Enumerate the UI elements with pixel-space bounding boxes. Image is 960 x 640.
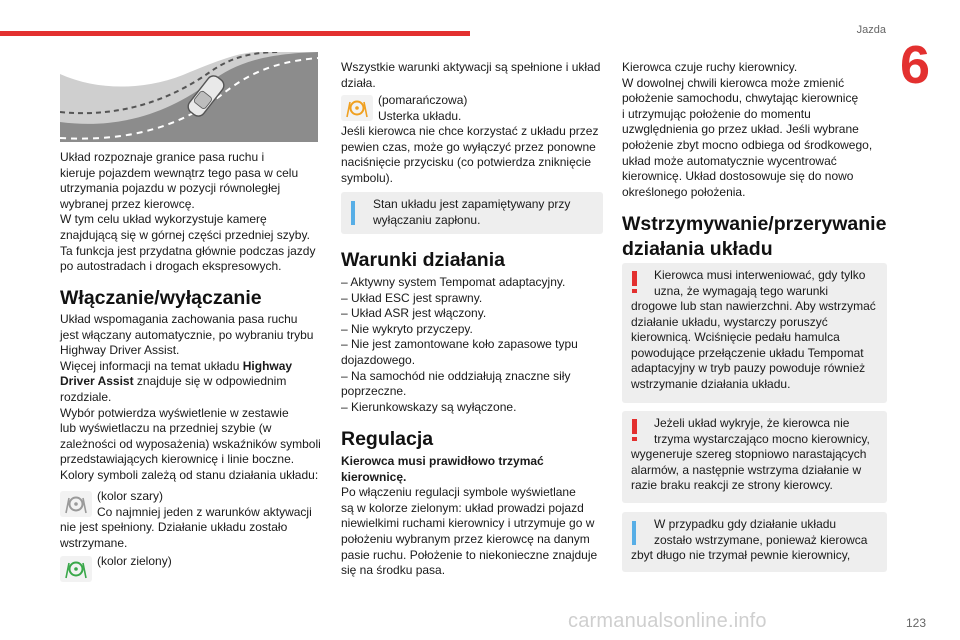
info-note-paused: W przypadku gdy działanie układu zostało wstrzymane, ponieważ kierowca zbyt długo nie trzymał pewnie kierownicy, bbox=[622, 512, 887, 572]
list-item: poprzeczne. bbox=[341, 384, 407, 399]
header-red-bar bbox=[0, 31, 470, 36]
chapter-number: 6 bbox=[900, 35, 931, 95]
heading-wstrzymywanie: Wstrzymywanie/przerywanie działania układu bbox=[622, 213, 887, 260]
warning-icon bbox=[632, 271, 638, 293]
steering-wheel-orange-icon bbox=[341, 95, 373, 121]
watermark: carmanualsonline.info bbox=[568, 610, 767, 632]
heading-wlaczanie: Włączanie/wyłączanie bbox=[60, 287, 262, 309]
section-title: Jazda bbox=[856, 24, 886, 36]
list-item: – Nie wykryto przyczepy. bbox=[341, 321, 473, 336]
list-item: – Kierunkowskazy są wyłączone. bbox=[341, 399, 517, 414]
warning-icon bbox=[632, 419, 638, 441]
list-item: – Układ ESC jest sprawny. bbox=[341, 290, 483, 305]
steering-wheel-grey-icon bbox=[60, 491, 92, 517]
warning-note-intervene: Kierowca musi interweniować, gdy tylko uzna, że wymagają tego warunki drogowe lub stan nawierzchni. Aby wstrzymać działanie układu, wystarczy poruszyć kierownicą. Wciśnięcie pedału hamulca powodujące przełączenie układu Tempomat adaptacyjny w tryb pauzy powoduje również wstrzymanie działania układu. bbox=[622, 263, 887, 403]
regulation-paragraph: Po włączeniu regulacji symbole wyświetlane są w kolorze zielonym: układ prowadzi pojazd niewielkimi ruchami kierownicy i utrzymuje go w położeniu wybranym przez kierowcę na danym pasie ruchu. Położenie to niekonieczne znajduje się na środku pasa. bbox=[341, 485, 598, 578]
list-item: dojazdowego. bbox=[341, 352, 416, 367]
conditions-list bbox=[341, 275, 603, 415]
steering-wheel-green-icon bbox=[60, 556, 92, 582]
heading-warunki: Warunki działania bbox=[341, 249, 505, 271]
intro-paragraph: Układ rozpoznaje granice pasa ruchu i kieruje pojazdem wewnątrz tego pasa w celu utrzymania pojazdu w pozycji równoległej wybranej przez kierowcę. W tym celu układ wykorzystuje kamerę znajdującą się w górnej części przedniej szyby. Ta funkcja jest przydatna głównie podczas jazdy po autostradach i drogach ekspresowych. bbox=[60, 150, 316, 274]
list-item: – Układ ASR jest włączony. bbox=[341, 306, 487, 321]
orange-symbol-text: Usterka układu. bbox=[378, 108, 462, 123]
orange-symbol-label: (pomarańczowa) bbox=[378, 93, 468, 107]
regulation-bold: Kierowca musi prawidłowo trzymać kierownicę. bbox=[341, 454, 544, 484]
info-icon bbox=[351, 201, 355, 225]
grey-symbol-text-1: Co najmniej jeden z warunków aktywacji bbox=[97, 504, 312, 519]
warning-note-alarms: Jeżeli układ wykryje, że kierowca nie trzyma wystarczająco mocno kierownicy, wygeneruje szereg stopniowo narastających alarmów, a następnie wstrzyma działanie w razie braku reakcji ze strony kierowcy. bbox=[622, 411, 887, 503]
green-symbol-label: (kolor zielony) bbox=[97, 554, 172, 568]
list-item: – Na samochód nie oddziałują znaczne siły bbox=[341, 368, 571, 383]
activation-paragraph: Układ wspomagania zachowania pasa ruchu jest włączany automatycznie, po wybraniu trybu Highway Driver Assist. Więcej informacji na temat układu Highway Driver Assist znajduje się w odpowiednim rozdziale. Wybór potwierdza wyświetlenie w zestawie lub wyświetlaczu na przedniej szybie (w zależności od wyposażenia) wskaźników symboli przedstawiających kierownicę i linie boczne. Kolory symboli zależą od stanu działania układu: bbox=[60, 312, 321, 482]
disable-paragraph: Jeśli kierowca nie chce korzystać z układu przez pewien czas, może go wyłączyć przez ponowne naciśnięcie przycisku (co potwierdza zniknięcie symbolu). bbox=[341, 124, 599, 185]
grey-symbol-text-3: wstrzymane. bbox=[60, 535, 128, 550]
grey-symbol-label: (kolor szary) bbox=[97, 489, 164, 503]
grey-symbol-text-2: nie jest spełniony. Działanie układu zostało bbox=[60, 520, 288, 534]
all-conditions-1: Wszystkie warunki aktywacji są spełnione i układ bbox=[341, 60, 601, 74]
road-lane-keeping-illustration bbox=[60, 52, 318, 142]
list-item: – Nie jest zamontowane koło zapasowe typu bbox=[341, 337, 578, 352]
steering-paragraph: Kierowca czuje ruchy kierownicy. W dowolnej chwili kierowca może zmienić położenie samochodu, chwytając kierownicę i utrzymując położenie do momentu uzwględnienia go przez układ. Jeśli wybrane położenie zbyt mocno odbiega od środkowego, układ może automatycznie wycentrować kierownicę. Układ dostosowuje się do nowo określonego położenia. bbox=[622, 60, 873, 199]
all-conditions-2: działa. bbox=[341, 75, 376, 90]
page-number: 123 bbox=[906, 616, 927, 630]
heading-regulacja: Regulacja bbox=[341, 428, 434, 450]
info-icon bbox=[632, 521, 636, 545]
list-item: – Aktywny system Tempomat adaptacyjny. bbox=[341, 275, 566, 289]
info-note-memory: Stan układu jest zapamiętywany przy wyłączaniu zapłonu. bbox=[341, 192, 603, 234]
